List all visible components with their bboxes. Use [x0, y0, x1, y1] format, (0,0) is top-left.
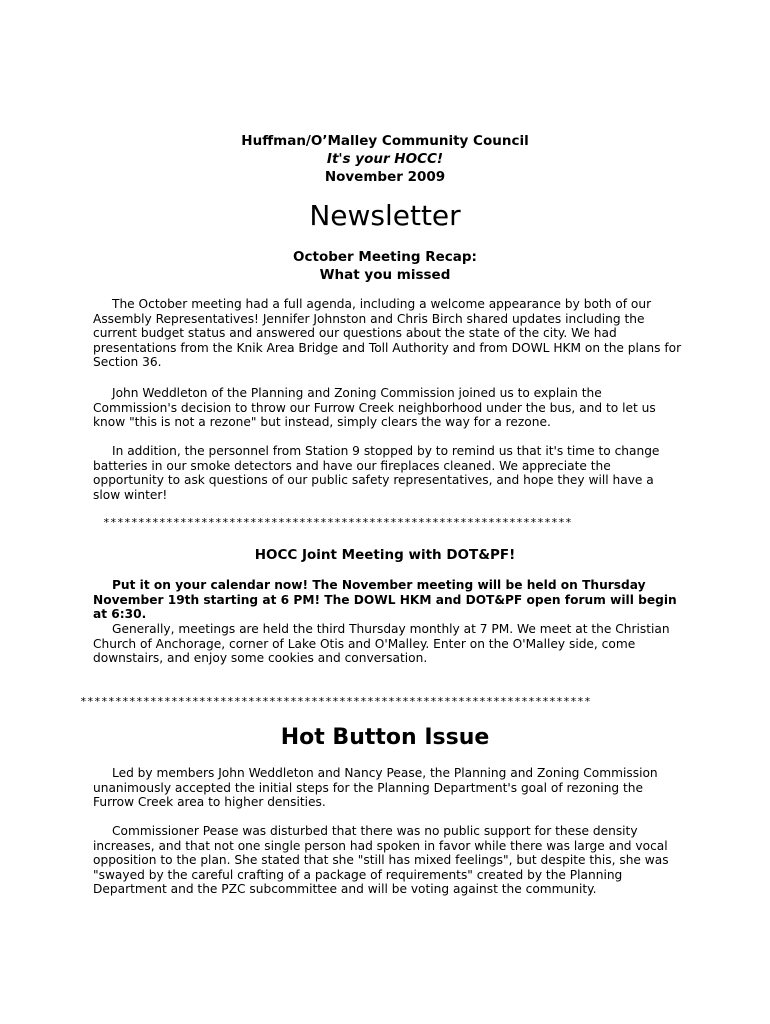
- recap-heading: [250, 248, 520, 284]
- joint-meeting-details: Generally, meetings are held the third Thursday monthly at 7 PM. We meet at the Christian Church of Anchorage, corner of Lake Otis and O'Malley. Enter on the O'Malley side, come downstairs, and enjoy some cookies and conversation.: [93, 622, 670, 666]
- issue-date: November 2009: [324, 169, 446, 185]
- recap-paragraph-2: John Weddleton of the Planning and Zoning Commission joined us to explain the Commission's decision to throw our Furrow Creek neighborhood under the bus, and to let us know "this is not a rezone" but instead, simply clears the way for a rezone.: [93, 386, 656, 430]
- joint-meeting-heading: HOCC Joint Meeting with DOT&PF!: [254, 547, 516, 563]
- recap-heading-line1: October Meeting Recap:: [293, 249, 477, 265]
- recap-paragraph-3: In addition, the personnel from Station 9 stopped by to remind us that it's time to change batteries in our smoke detectors and have our fireplaces cleaned. We appreciate the opportunity to ask questions of our public safety representatives, and hope they will have a slow winter!: [93, 444, 660, 502]
- tagline: It's your HOCC!: [326, 151, 444, 167]
- hot-paragraph-1: Led by members John Weddleton and Nancy Pease, the Planning and Zoning Commission unanimously accepted the initial steps for the Planning Department's goal of rezoning the Furrow Creek area to higher densities.: [93, 766, 658, 810]
- page-title: Newsletter: [309, 199, 461, 232]
- newsletter-header: [0, 132, 770, 186]
- joint-meeting-announcement: Put it on your calendar now! The November meeting will be held on Thursday November 19th starting at 6 PM! The DOWL HKM and DOT&PF open forum will begin at 6:30.: [93, 578, 677, 622]
- hot-paragraph-2: Commissioner Pease was disturbed that there was no public support for these density increases, and that not one single person had spoken in favor while there was large and vocal opposition to the plan. She stated that she "still has mixed feelings", but despite this, she was "swayed by the careful crafting of a package of requirements" created by the Planning Department and the PZC subcommittee and will be voting against the community.: [93, 824, 669, 897]
- divider-stars: *******************************************************************: [103, 516, 573, 529]
- recap-paragraph-1: The October meeting had a full agenda, including a welcome appearance by both of our Assembly Representatives! Jennifer Johnston and Chris Birch shared updates including the current budget status and answered our questions about the state of the city. We had presentations from the Knik Area Bridge and Toll Authority and from DOWL HKM on the plans for Section 36.: [93, 297, 682, 370]
- divider-stars: *************************************************************************: [80, 695, 592, 708]
- recap-heading-line2: What you missed: [319, 267, 451, 283]
- hot-button-heading: Hot Button Issue: [280, 725, 490, 750]
- org-name: Huffman/O’Malley Community Council: [241, 133, 529, 149]
